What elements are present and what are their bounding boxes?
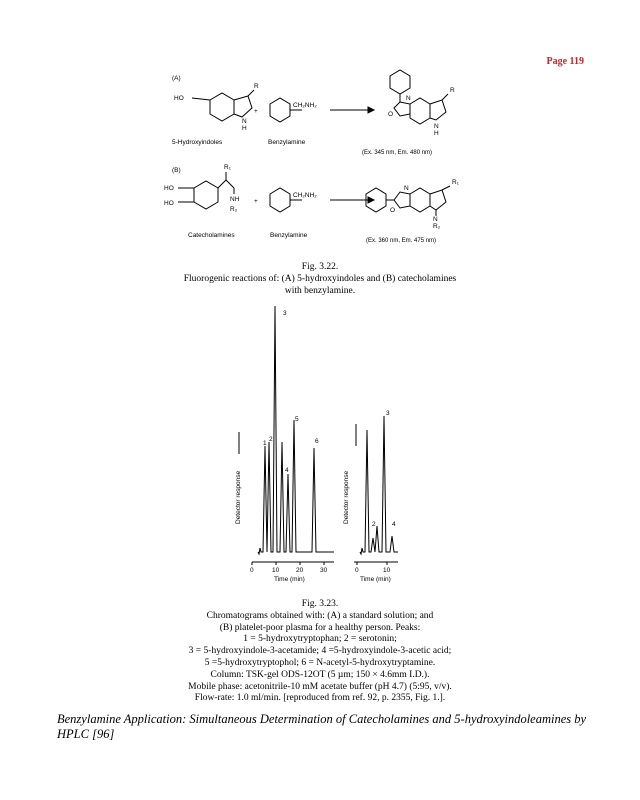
y-axis-label-b: Detector response — [343, 470, 350, 524]
oxazole-ring-b — [394, 192, 410, 208]
plus-sign-b: + — [254, 198, 258, 205]
reagent-name-a: Benzylamine — [268, 139, 306, 146]
catechol-ring — [194, 181, 218, 209]
product-r1-b: R₁ — [452, 179, 459, 186]
tick-label: 10 — [272, 567, 280, 574]
product-phenyl-ring-a — [390, 70, 410, 94]
tick-label: 20 — [296, 567, 304, 574]
peak-label: 1 — [263, 440, 267, 447]
x-axis-label-b: Time (min) — [360, 576, 391, 583]
tick-label: 0 — [250, 567, 254, 574]
oxazole-n-a: N — [406, 95, 411, 102]
page-number: Page 119 — [546, 56, 584, 67]
reactant-name-b: Catecholamines — [188, 232, 235, 239]
figure-caption-3-22 — [100, 262, 540, 297]
reaction-scheme — [164, 70, 470, 260]
peak-label: 6 — [315, 438, 319, 445]
reagent-formula-a: CH₂NH₂ — [293, 102, 317, 109]
ho-label-b2: HO — [164, 200, 174, 207]
scheme-label-b: (B) — [172, 167, 181, 174]
ho-label-a: HO — [174, 95, 184, 102]
product-r-a: R — [450, 87, 455, 94]
product-pyrrole-ring-b — [430, 190, 446, 210]
benzylamine-ring-a — [270, 98, 290, 122]
caption-line: Fluorogenic reactions of: (A) 5-hydroxyindoles and (B) catecholamines — [183, 273, 457, 284]
reagent-name-b: Benzylamine — [270, 232, 308, 239]
oxazole-o-b: O — [390, 207, 396, 214]
peak-label: 5 — [295, 416, 299, 423]
caption-line: 1 = 5-hydroxytryptophan; 2 = serotonin; — [243, 634, 397, 645]
reagent-formula-b: CH₂NH₂ — [293, 192, 317, 199]
product-pyrrole-ring-a — [430, 100, 446, 120]
oxazole-ring-a — [394, 102, 410, 116]
y-axis-label-a: Detector response — [235, 470, 242, 524]
benzylamine-ring-b — [270, 188, 290, 212]
product-r2-b: R₂ — [433, 223, 441, 230]
caption-line: Flow-rate: 1.0 ml/min. [reproduced from ref. 92, p. 2355, Fig. 1.]. — [194, 693, 446, 704]
product-benzene-ring-b — [410, 188, 430, 212]
peak-label: 3 — [386, 410, 390, 417]
plus-sign-a: + — [254, 108, 258, 115]
chromatogram-a — [239, 306, 334, 565]
chromatogram-b — [354, 416, 398, 565]
nh-label-b: NH — [230, 196, 240, 203]
r1-label-b: R₁ — [224, 164, 231, 171]
tick-label: 10 — [383, 567, 391, 574]
product-nh-a-h: H — [434, 130, 439, 137]
nh-label-a-n: N — [242, 118, 247, 125]
section-title: Benzylamine Application: Simultaneous Determination of Catecholamines and 5-hydroxyindoleamines by HPLC [96] — [57, 712, 587, 741]
trace-a — [258, 306, 334, 554]
fig-number: Fig. 3.22. — [301, 262, 339, 272]
caption-line: 3 = 5-hydroxyindole-3-acetamide; 4 =5-hydroxyindole-3-acetic acid; — [188, 646, 452, 657]
caption-line: Column: TSK-gel ODS-12OT (5 µm; 150 × 4.6mm I.D.). — [210, 669, 430, 680]
peak-label: 2 — [372, 521, 376, 528]
caption-line: (B) platelet-poor plasma for a healthy person. Peaks: — [219, 622, 421, 633]
caption-line: with benzylamine. — [284, 285, 356, 296]
oxazole-n-b: N — [404, 185, 409, 192]
r-label-a: R — [254, 83, 259, 90]
peak-label: 4 — [392, 521, 396, 528]
x-axis-label-a: Time (min) — [274, 576, 305, 583]
reactant-name-a: 5-Hydroxyindoles — [172, 139, 223, 146]
caption-line: 5 =5-hydroxytryptophol; 6 = N-acetyl-5-hydroxytryptamine. — [204, 657, 436, 668]
nh-label-a-h: H — [242, 125, 247, 132]
fig-number: Fig. 3.23. — [301, 599, 339, 609]
indole-benzene-ring — [210, 93, 234, 121]
trace-b — [360, 416, 398, 554]
peak-label: 3 — [283, 310, 287, 317]
tick-label: 30 — [320, 567, 328, 574]
peak-label: 4 — [285, 467, 289, 474]
tick-label: 0 — [355, 567, 359, 574]
figure-caption-3-23 — [100, 599, 540, 705]
product-n-b: N — [433, 216, 438, 223]
product-benzene-ring-a — [410, 98, 430, 124]
product-nh-a-n: N — [434, 123, 439, 130]
conditions-b: (Ex. 360 nm, Em. 475 nm) — [366, 238, 437, 244]
ho-label-b1: HO — [164, 185, 174, 192]
chromatogram-figure — [222, 300, 422, 590]
conditions-a: (Ex. 345 nm, Em. 480 nm) — [362, 150, 433, 156]
oxazole-o-a: O — [388, 111, 394, 118]
caption-line: Chromatograms obtained with: (A) a standard solution; and — [206, 610, 434, 621]
peak-label: 2 — [269, 436, 273, 443]
caption-line: Mobile phase: acetonitrile-10 mM acetate buffer (pH 4.7) (5:95, v/v). — [188, 681, 452, 692]
r2-label-b: R₂ — [230, 206, 238, 213]
indole-pyrrole-ring — [234, 96, 252, 117]
scheme-label-a: (A) — [172, 75, 181, 82]
